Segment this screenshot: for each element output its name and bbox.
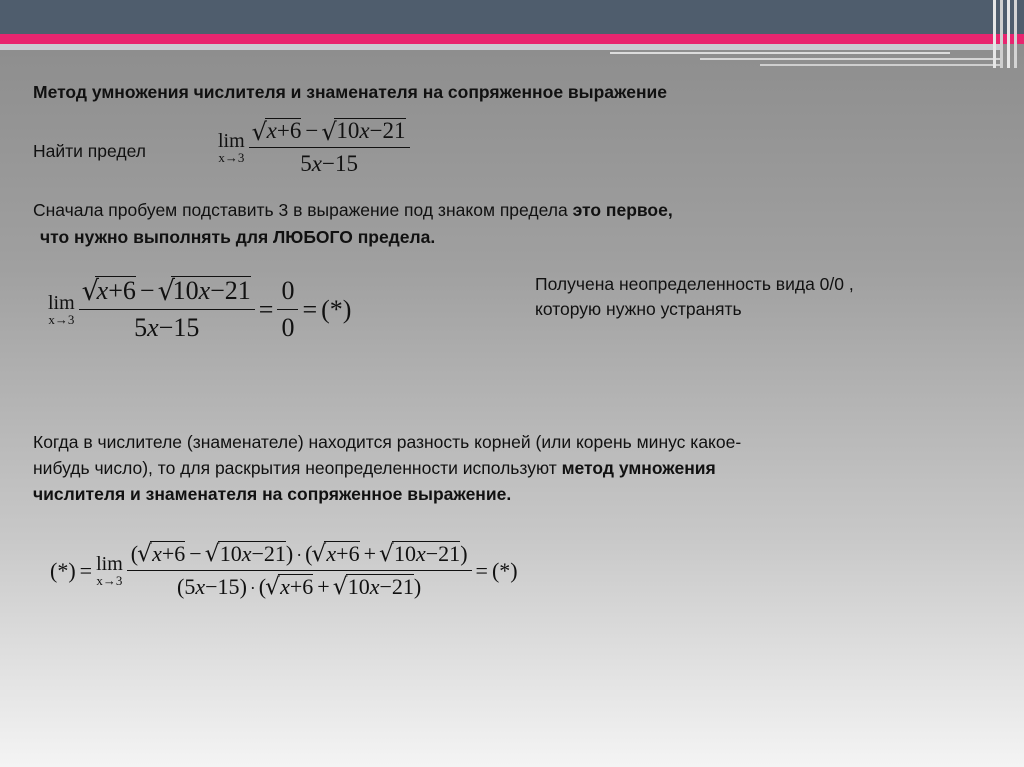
paragraph1-line2: что нужно выполнять для ЛЮБОГО предела. [40, 227, 436, 247]
paragraph2-line3: числителя и знаменателя на сопряженное выражение. [33, 484, 512, 504]
denominator: (5x−15) · (√ x+6 +√ 10x−21) [173, 571, 425, 600]
decor-stripe [1014, 0, 1017, 68]
equals-sign: = [258, 294, 274, 324]
sqrt: √ x+6 [95, 276, 136, 304]
paragraph2-line2: нибудь число), то для раскрытия неопределенности используют метод умножения [33, 458, 716, 478]
limit-operator: lim x→3 [48, 292, 75, 327]
note-line2: которую нужно устранять [535, 299, 742, 319]
formula-substitution [48, 276, 351, 343]
fraction [127, 541, 472, 600]
fraction [249, 118, 410, 177]
decor-stripe [1000, 0, 1003, 68]
denominator: 5x−15 [134, 313, 200, 342]
decor-stripe [1007, 0, 1010, 68]
sqrt: √ x+6 [265, 118, 302, 143]
decor-line [700, 58, 1000, 60]
zero-over-zero: $\frac{0}{0}$ [277, 276, 298, 343]
find-limit-label: Найти предел [33, 141, 146, 161]
fraction [79, 276, 255, 343]
decor-line [610, 52, 950, 54]
accent-stripe [0, 34, 1024, 44]
equals-sign: = [302, 294, 318, 324]
denominator: 5x−15 [300, 151, 358, 176]
decor-line [760, 64, 1000, 66]
paragraph2-line1: Когда в числителе (знаменателе) находится разность корней (или корень минус какое- [33, 432, 742, 452]
star-label: (*) [321, 294, 352, 324]
slide-heading: Метод умножения числителя и знаменателя на сопряженное выражение [33, 82, 668, 102]
top-header-bar [0, 0, 1024, 34]
decor-stripe [993, 0, 996, 68]
numerator: √ x+6 −√ 10x−21 [249, 118, 410, 147]
sqrt: √ 10x−21 [171, 276, 251, 304]
limit-operator: lim x→3 [96, 553, 123, 588]
star-label: (*) [50, 557, 76, 583]
formula-limit [218, 118, 410, 177]
note-line1: Получена неопределенность вида 0/0 , [535, 274, 854, 294]
formula-conjugate: (*) = lim x→3 $\frac{(√ x+6 -√ 10x-21) \cdot (√ x+6 +√ 10x-21)}{(5x-15) \cdot (√ x+6 +√ 10x-21)}$ = (*) [50, 541, 518, 600]
sqrt: √ 10x−21 [334, 118, 405, 143]
light-band [0, 44, 1000, 50]
limit-operator: lim x→3 [218, 130, 245, 165]
paragraph1-line1: Сначала пробуем подставить 3 в выражение под знаком предела это первое, [33, 200, 673, 220]
numerator: (√ x+6 −√ 10x−21) · (√ x+6 +√ 10x−21) [127, 541, 472, 570]
numerator: √ x+6 −√ 10x−21 [79, 276, 255, 309]
